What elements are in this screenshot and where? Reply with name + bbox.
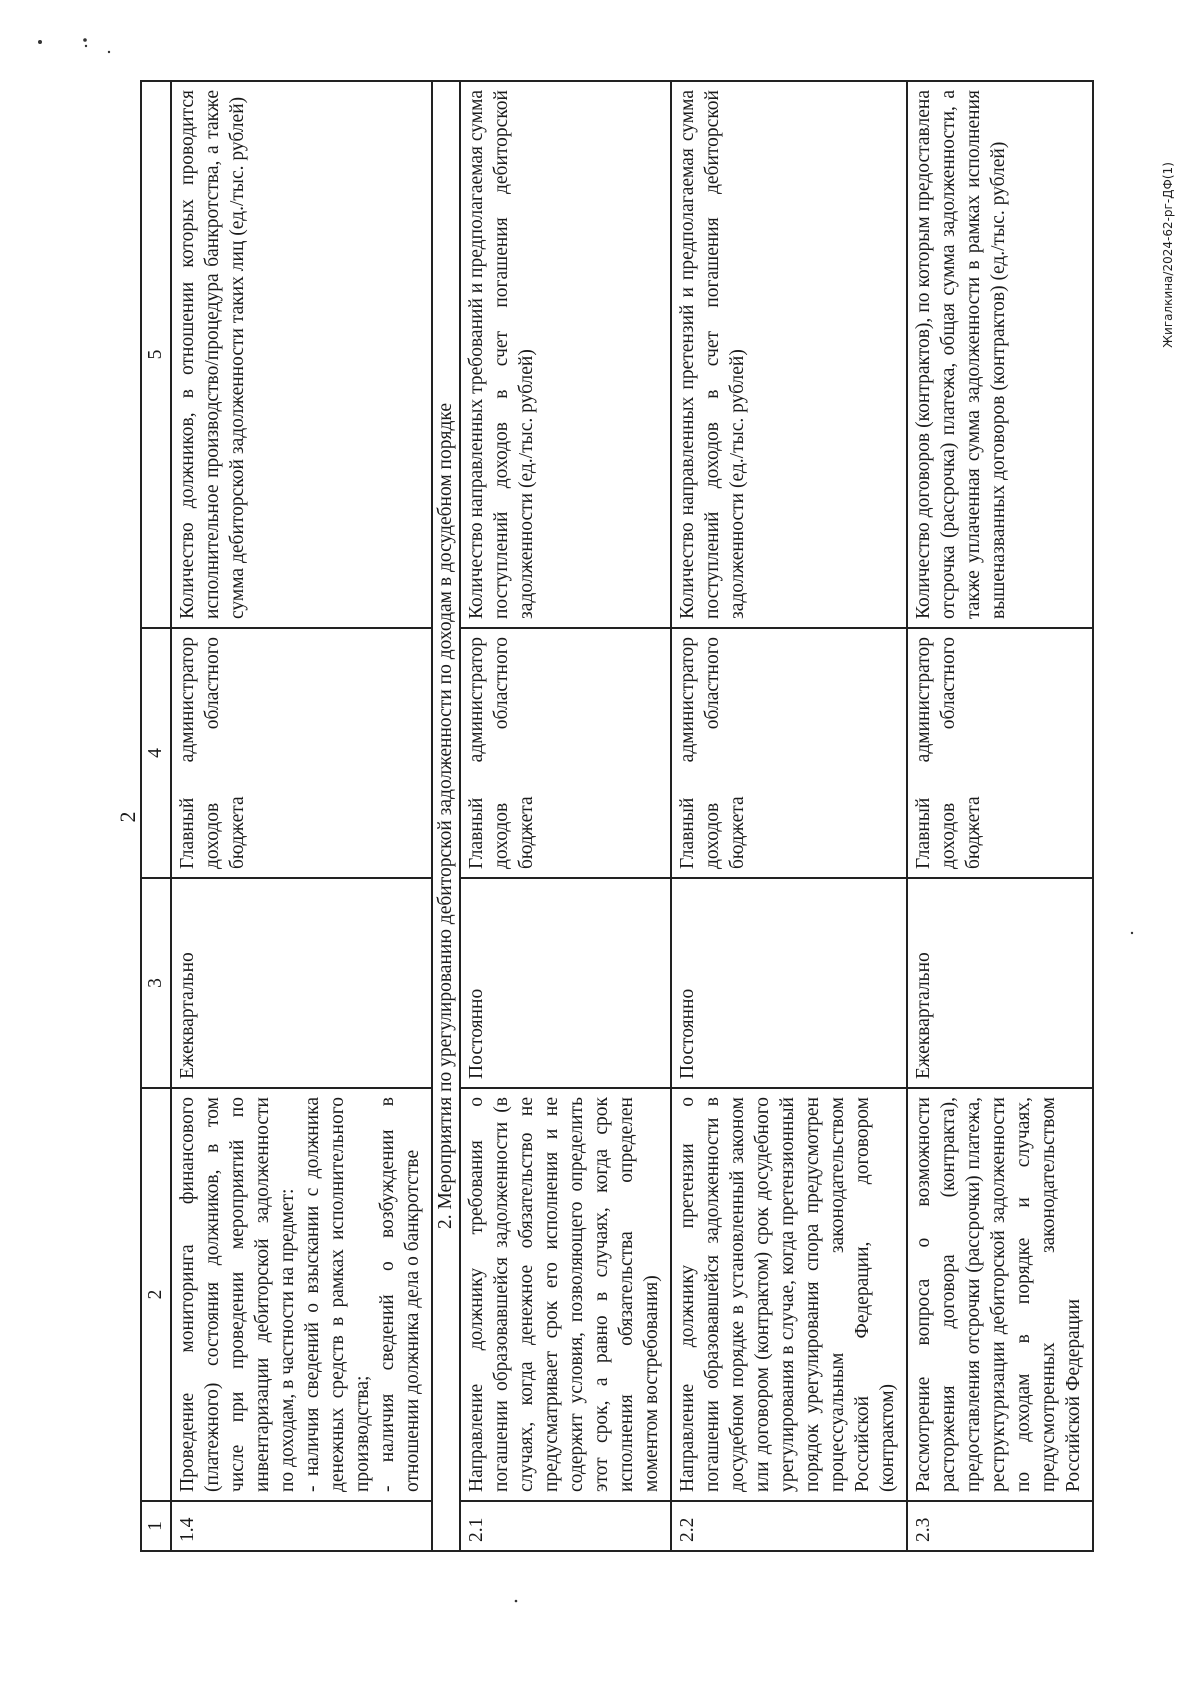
measure-cell [171,1088,432,1501]
section-heading-row [432,81,460,1551]
measure-text: Проведение мониторинга финансового (платежного) состояния должников, в том числе при проведении мероприятий по инвентаризации дебиторской задолженности по доходам, в частности на предмет: [177,1097,298,1492]
term-cell: Постоянно [671,878,907,1088]
margin-stamp [1158,130,1178,380]
indicator-cell: Количество направленных требований и предполагаемая сумма поступлений доходов в счет погашения дебиторской задолженности (ед./тыс. рублей) [460,81,671,628]
row-number: 1.4 [171,1501,432,1551]
table-row [460,81,671,1551]
measure-text: - наличия сведений о взыскании с должника денежных средств в рамках исполнительного производства; [302,1097,373,1492]
measure-cell: Направление должнику претензии о погашении образовавшейся задолженности в досудебном порядке в установленный законом или договором (контрактом) срок досудебного урегулирования в случае, когда претензионный порядок урегулирования спора предусмотрен процессуальным законодательством Российской Федерации, договором (контрактом) [671,1088,907,1501]
section-title: 2. Мероприятия по урегулированию дебиторской задолженности по доходам в досудебном порядке [432,81,460,1551]
term-cell: Постоянно [460,878,671,1088]
page-number: 2 [115,811,140,823]
header-cell-4: 4 [141,628,171,878]
header-cell-5: 5 [141,81,171,628]
header-cell-3: 3 [141,878,171,1088]
indicator-cell: Количество направленных претензий и предполагаемая сумма поступлений доходов в счет погашения дебиторской задолженности (ед./тыс. рублей) [671,81,907,628]
term-cell: Ежеквартально [171,878,432,1088]
rotated-page [115,82,1115,1552]
measure-cell: Рассмотрение вопроса о возможности расторжения договора (контракта), предоставления отсрочки (рассрочки) платежа, реструктуризации дебиторской задолженности по доходам в порядке и случаях, предусмотренных законодательством Российской Федерации [907,1088,1093,1501]
table-row [171,81,432,1551]
row-number: 2.2 [671,1501,907,1551]
header-cell-1: 1 [141,1501,171,1551]
indicator-cell: Количество договоров (контрактов), по которым предоставлена отсрочка (рассрочка) платежа, общая сумма задолженности, а также уплаченная сумма задолженности в рамках исполнения вышеназванных договоров (контрактов) (ед./тыс. рублей) [907,81,1093,628]
measure-cell: Направление должнику требования о погашении образовавшейся задолженности (в случаях, когда денежное обязательство не предусматривает срок его исполнения и не содержит условия, позволяющего определить этот срок, а равно в случаях, когда срок исполнения обязательства определен моментом востребования) [460,1088,671,1501]
executor-cell: Главный администратор доходов областного бюджета [671,628,907,878]
executor-cell: Главный администратор доходов областного бюджета [460,628,671,878]
row-number: 2.1 [460,1501,671,1551]
table-row [671,81,907,1551]
measures-table [140,80,1094,1552]
table-row [907,81,1093,1551]
header-row [141,81,171,1551]
row-number: 2.3 [907,1501,1093,1551]
executor-cell: Главный администратор доходов областного бюджета [171,628,432,878]
header-cell-2: 2 [141,1088,171,1501]
margin-stamp-text: Жигалкина/2024-62-рг-ДФ(1) [1161,162,1175,348]
executor-cell: Главный администратор доходов областного бюджета [907,628,1093,878]
indicator-cell: Количество должников, в отношении которых проводится исполнительное производство/процедура банкротства, а также сумма дебиторской задолженности таких лиц (ед./тыс. рублей) [171,81,432,628]
measure-text: - наличия сведений о возбуждении в отношении должника дела о банкротстве [377,1097,423,1492]
term-cell: Ежеквартально [907,878,1093,1088]
